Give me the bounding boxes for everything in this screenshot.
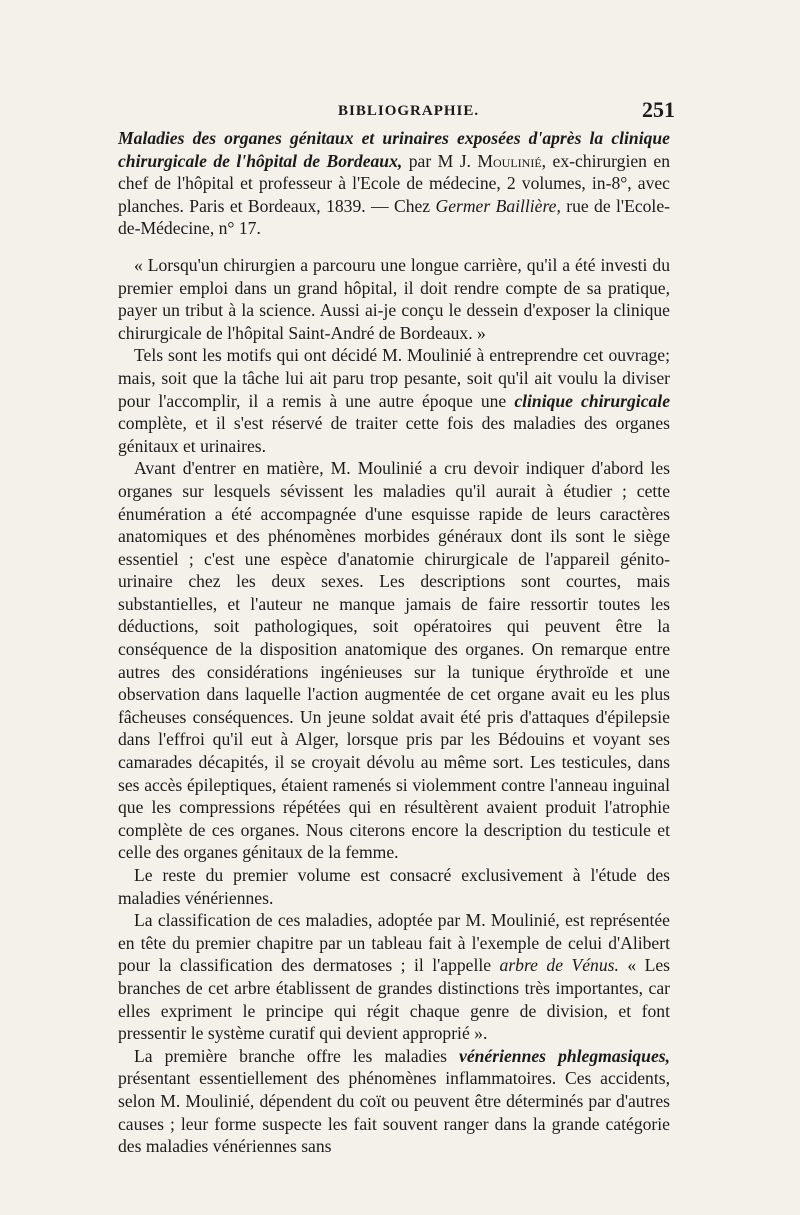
emphasized-text: vénériennes phlegmasiques, xyxy=(459,1045,670,1066)
body-paragraph xyxy=(118,864,670,909)
author-name: Moulinié xyxy=(477,150,542,171)
body-paragraph xyxy=(118,457,670,864)
body-paragraph xyxy=(118,254,670,344)
book-title: Maladies des organes génitaux et urinaires exposées d'après la clinique chirurgicale de l'hôpital de Bordeaux, xyxy=(118,128,670,171)
bibliographic-entry xyxy=(118,127,670,240)
by-text: par M J. xyxy=(402,150,478,171)
emphasized-text: clinique chirurgicale xyxy=(514,390,670,411)
emphasized-text: arbre de Vénus. xyxy=(499,955,619,976)
paragraph-text: « Les branches de cet arbre établissent de grandes distinctions très importantes, car elles expriment le principe qui régit chaque genre de division, et font pressentir le système curatif qui devient approprié ». xyxy=(118,955,670,1044)
paragraph-text: complète, et il s'est réservé de traiter cette fois des maladies des organes génitaux et urinaires. xyxy=(118,413,670,456)
paragraph-text: Le reste du premier volume est consacré exclusivement à l'étude des maladies vénériennes. xyxy=(118,865,670,908)
paragraph-text: La première branche offre les maladies xyxy=(134,1045,460,1066)
body-paragraph xyxy=(118,1045,670,1158)
paragraph-text: « Lorsqu'un chirurgien a parcouru une longue carrière, qu'il a été investi du premier emploi dans un grand hôpital, il doit rendre compte de sa pratique, payer un tribut à la science. Aussi ai-je conçu le dessein d'exposer la clinique chirurgicale de l'hôpital Saint-André de Bordeaux. » xyxy=(118,254,670,343)
running-title: BIBLIOGRAPHIE. xyxy=(338,103,480,119)
paragraph-text: Tels sont les motifs qui ont décidé M. Moulinié à entreprendre cet ouvrage; mais, soit que la tâche lui ait paru trop pesante, soit qu'il ait voulu la diviser pour l'accomplir, il a remis à une autre époque une xyxy=(118,345,670,411)
publisher-address: rue de l'Ecole-de-Médecine, n° 17. xyxy=(118,195,670,239)
publication-details: , ex-chirurgien en chef de l'hôpital et professeur à l'Ecole de médecine, 2 volumes, in-8°, avec planches. Paris et Bordeaux, 1839. — Chez xyxy=(118,150,670,216)
body-paragraph xyxy=(118,909,670,1045)
body-paragraph xyxy=(118,344,670,457)
review-body xyxy=(118,254,670,1158)
paragraph-text: Avant d'entrer en matière, M. Moulinié a cru devoir indiquer d'abord les organes sur lesquels sévissent les maladies qu'il aurait à étudier ; cette énumération a été accompagnée d'une esquisse rapide de leurs caractères anatomiques et des phénomènes morbides généraux dont ils sont le siège essentiel ; c'est une espèce d'anatomie chirurgicale de l'appareil génito-urinaire chez les deux sexes. Les descriptions sont courtes, mais substantielles, et l'auteur ne manque jamais de faire ressortir toutes les déductions, soit pathologiques, soit opératoires qui peuvent être la conséquence de la disposition anatomique des organes. On remarque entre autres des considérations ingénieuses sur la tunique érythroïde et une observation dans laquelle l'action augmentée de cet organe avait eu les plus fâcheuses conséquences. Un jeune soldat avait été pris d'attaques d'épilepsie dans l'effroi qu'il eut à Alger, lorsque pris par les Bédouins et voyant ses camarades décapités, il se croyait dévolu au même sort. Les testicules, dans ses accès épileptiques, étaient ramenés si violemment contre l'anneau inguinal que les compressions répétées qui en résultèrent avaient produit l'atrophie complète de ces organes. Nous citerons encore la description du testicule et celle des organes génitaux de la femme. xyxy=(118,458,670,863)
publisher-name: Germer Baillière, xyxy=(435,195,561,216)
page-number: 251 xyxy=(642,97,675,122)
paragraph-text: présentant essentiellement des phénomènes inflammatoires. Ces accidents, selon M. Moulinié, dépendent du coït ou peuvent être déterminés par d'autres causes ; leur forme suspecte les fait souvent ranger dans la grande catégorie des maladies vénériennes sans xyxy=(118,1068,670,1157)
paragraph-text: La classification de ces maladies, adoptée par M. Moulinié, est représentée en tête du premier chapitre par un tableau fait à l'exemple de celui d'Alibert pour la classification des dermatoses ; il l'appelle xyxy=(118,910,670,976)
running-head xyxy=(118,95,675,127)
